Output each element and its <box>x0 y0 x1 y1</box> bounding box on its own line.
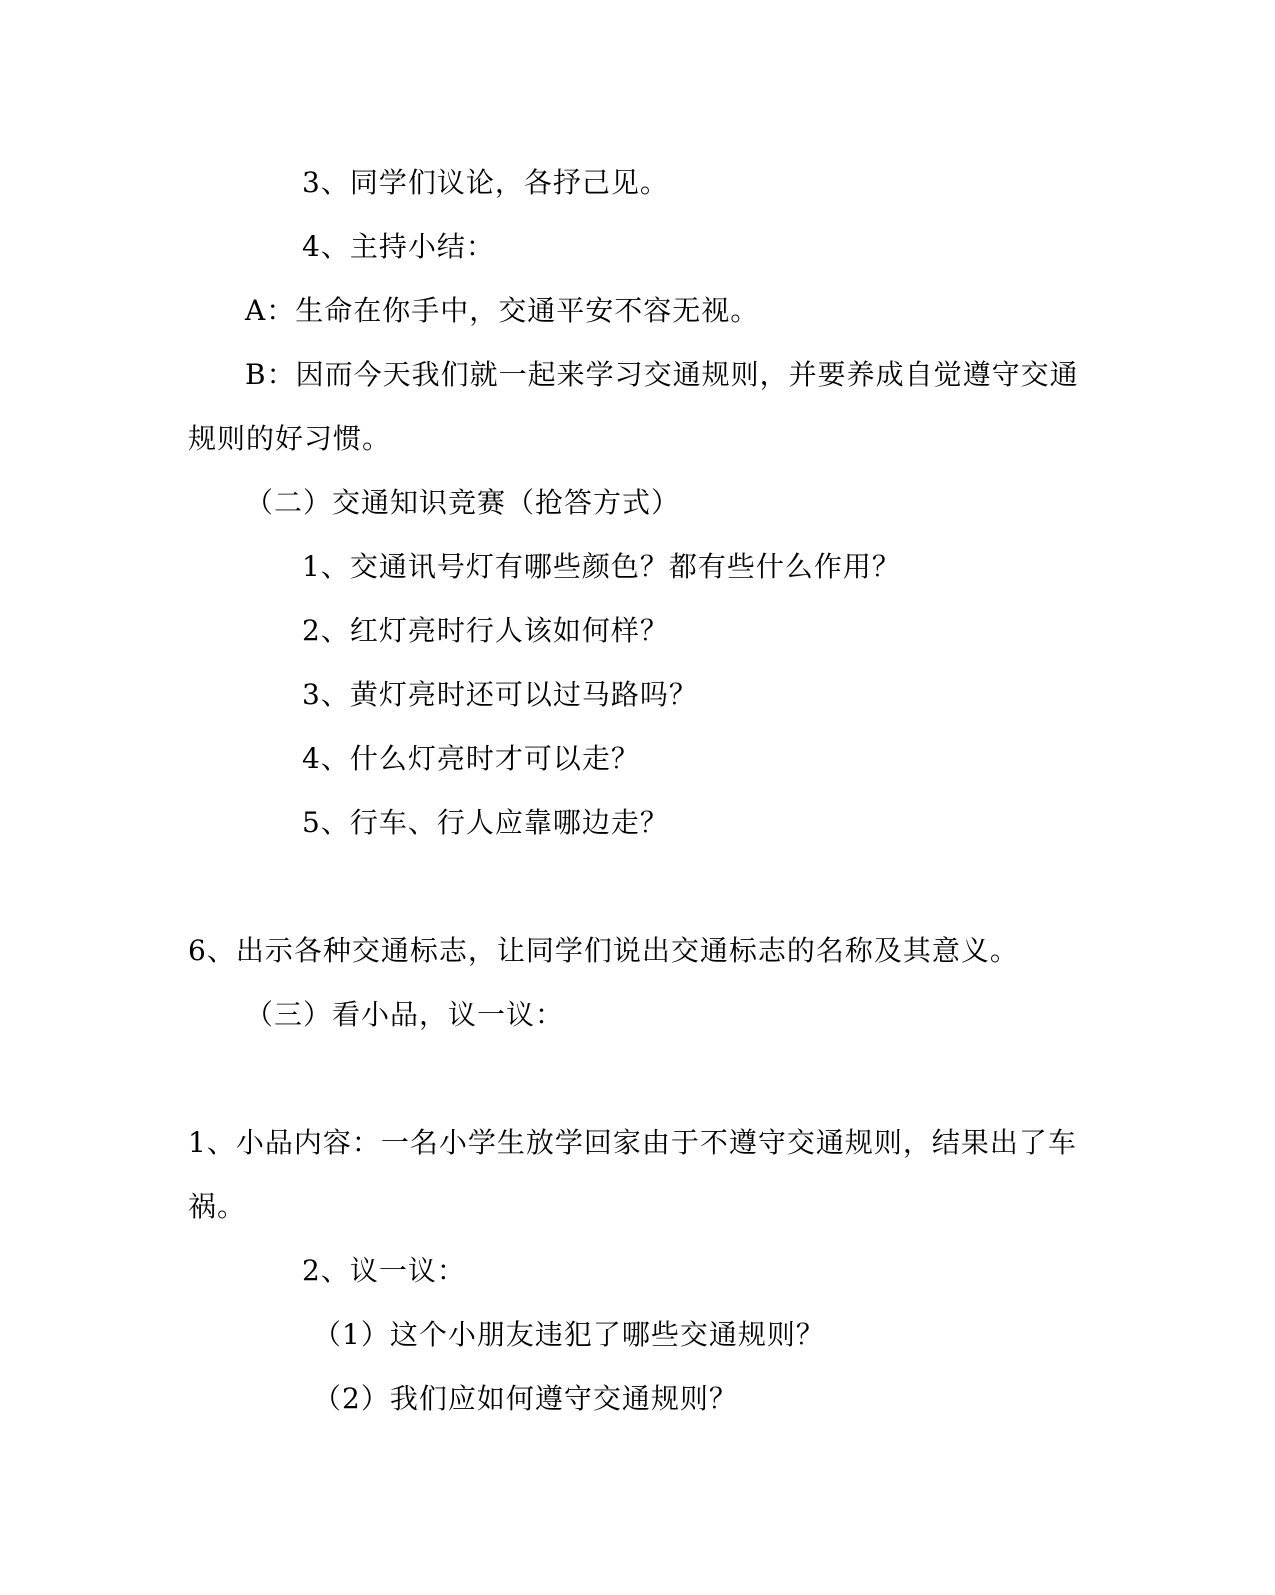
skit-content: 1、小品内容：一名小学生放学回家由于不遵守交通规则，结果出了车 <box>188 1126 1077 1159</box>
quiz-item-6: 6、出示各种交通标志，让同学们说出交通标志的名称及其意义。 <box>188 934 1019 967</box>
quiz-question-5: 5、行车、行人应靠哪边走？ <box>302 806 669 839</box>
skit-question-1: （1）这个小朋友违犯了哪些交通规则？ <box>313 1318 825 1351</box>
text-line-host-summary: 4、主持小结： <box>302 230 495 263</box>
text-line-discussion: 3、同学们议论，各抒己见。 <box>302 166 669 199</box>
skit-question-2: （2）我们应如何遵守交通规则？ <box>313 1382 738 1415</box>
quiz-question-3: 3、黄灯亮时还可以过马路吗？ <box>302 678 698 711</box>
text-line-speaker-b-cont: 规则的好习惯。 <box>188 422 392 455</box>
skit-discuss: 2、议一议： <box>302 1254 466 1287</box>
text-line-speaker-a: A：生命在你手中，交通平安不容无视。 <box>245 294 760 327</box>
section-heading-skit: （三）看小品，议一议： <box>245 998 565 1031</box>
section-heading-quiz: （二）交通知识竞赛（抢答方式） <box>245 486 681 519</box>
skit-content-cont: 祸。 <box>188 1190 247 1223</box>
text-line-speaker-b: B：因而今天我们就一起来学习交通规则，并要养成自觉遵守交通 <box>245 358 1079 391</box>
quiz-question-4: 4、什么灯亮时才可以走？ <box>302 742 640 775</box>
quiz-question-2: 2、红灯亮时行人该如何样？ <box>302 614 669 647</box>
quiz-question-1: 1、交通讯号灯有哪些颜色？都有些什么作用？ <box>302 550 901 583</box>
